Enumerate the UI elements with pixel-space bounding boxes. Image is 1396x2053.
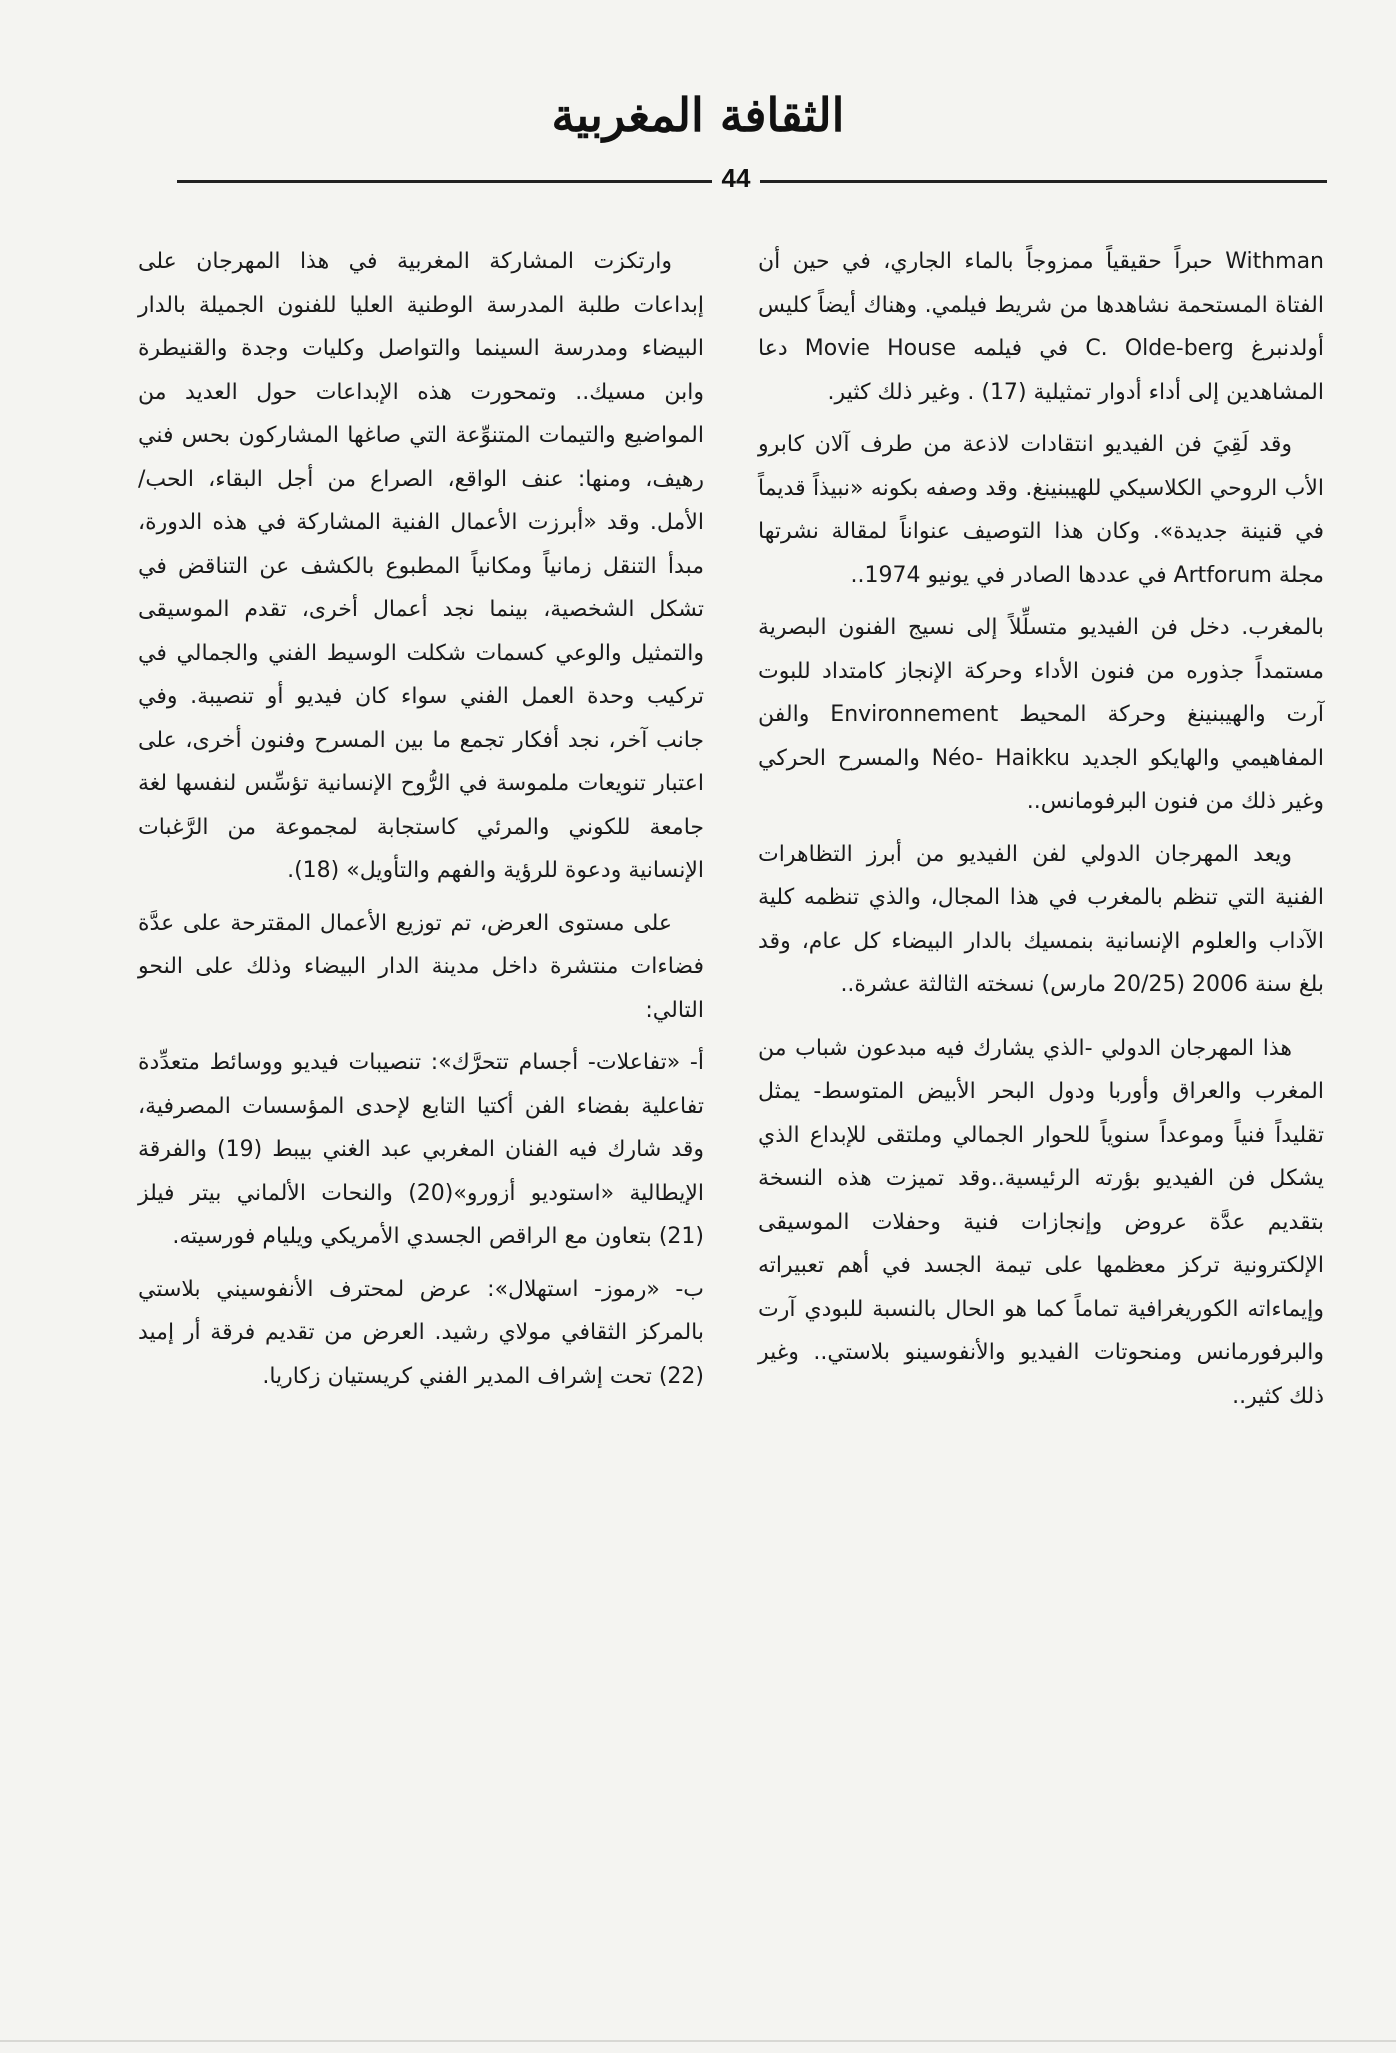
header-rule-left <box>177 180 712 183</box>
paragraph: هذا المهرجان الدولي -الذي يشارك فيه مبدعون شباب من المغرب والعراق وأوربا ودول البحر الأبيض المتوسط- يمثل تقليداً فنياً وموعداً سنوياً للحوار الجمالي وملتقى للإبداع الذي يشكل فن الفيديو بؤرته الرئيسية..وقد تميزت هذه النسخة بتقديم عدَّة عروض وإنجازات فنية وحفلات الموسيقى الإلكترونية تركز معظمها على تيمة الجسد في أهم تعبيراته وإيماءاته الكوريغرافية تماماً كما هو الحال بالنسبة للبودي آرت والبرفورمانس ومنحوتات الفيديو والأنفوسينو بلاستي.. وغير ذلك كثير.. <box>758 1035 1324 1409</box>
paragraph: ويعد المهرجان الدولي لفن الفيديو من أبرز التظاهرات الفنية التي تنظم بالمغرب في هذا المجال، والذي تنظمه كلية الآداب والعلوم الإنسانية بنمسيك بالدار البيضاء كل عام، وقد بلغ سنة 2006 (20/25 مارس) نسخته الثالثة عشرة.. <box>758 841 1324 997</box>
paragraph: ب- «رموز- استهلال»: عرض لمحترف الأنفوسيني بلاستي بالمركز الثقافي مولاي رشيد. العرض من تقديم فرقة أر إميد (22) تحت إشراف المدير الفني كريستيان زكاريا. <box>138 1276 704 1389</box>
left-text-column <box>138 240 704 1398</box>
paragraph: على مستوى العرض، تم توزيع الأعمال المقترحة على عدَّة فضاءات منتشرة داخل مدينة الدار البيضاء وذلك على النحو التالي: <box>138 910 704 1023</box>
paragraph: وارتكزت المشاركة المغربية في هذا المهرجان على إبداعات طلبة المدرسة الوطنية العليا للفنون الجميلة بالدار البيضاء ومدرسة السينما والتواصل وكليات وجدة والقنيطرة وابن مسيك.. وتمحورت هذه الإبداعات حول العديد من المواضيع والتيمات المتنوِّعة التي صاغها المشاركون بحس فني رهيف، ومنها: عنف الواقع، الصراع من أجل البقاء، الحب/ الأمل. وقد «أبرزت الأعمال الفنية المشاركة في هذه الدورة، مبدأ التنقل زمانياً ومكانياً المطبوع بالكشف عن التناقض في تشكل الشخصية، بينما نجد أعمال أخرى، تقدم الموسيقى والتمثيل والوعي كسمات شكلت الوسيط الفني والجمالي في تركيب وحدة العمل الفني سواء كان فيديو أو تنصيبة. وفي جانب آخر، نجد أفكار تجمع ما بين المسرح وفنون أخرى، على اعتبار تنويعات ملموسة في الرُّوح الإنسانية تؤسِّس لنفسها لغة جامعة للكوني والمرئي كاستجابة لمجموعة من الرَّغبات الإنسانية ودعوة للرؤية والفهم والتأويل» (18). <box>138 249 704 883</box>
right-text-column <box>758 240 1324 1418</box>
paragraph: بالمغرب. دخل فن الفيديو متسلِّلاً إلى نسيج الفنون البصرية مستمداً جذوره من فنون الأداء وحركة الإنجاز كامتداد للبوت آرت والهيبنينغ وحركة المحيط Environnement والفن المفاهيمي والهايكو الجديد Néo- Haikku والمسرح الحركي وغير ذلك من فنون البرفومانس.. <box>758 615 1324 814</box>
header-rule-right <box>760 180 1327 183</box>
page-number: 44 <box>721 163 751 193</box>
paragraph: وقد لَقِيَ فن الفيديو انتقادات لاذعة من طرف آلان كابرو الأب الروحي الكلاسيكي للهيبنينغ. وقد وصفه بكونه «نبيذاً قديماً في قنينة جديدة». وكان هذا التوصيف عنواناً لمقالة نشرتها مجلة Artforum في عددها الصادر في يونيو 1974.. <box>758 432 1324 588</box>
paragraph: أ- «تفاعلات- أجسام تتحرَّك»: تنصيبات فيديو ووسائط متعدِّدة تفاعلية بفضاء الفن أكتيا التابع لإحدى المؤسسات المصرفية، وقد شارك فيه الفنان المغربي عبد الغني بيبط (19) والفرقة الإيطالية «استوديو أزورو»(20) والنحات الألماني بيتر فيلز (21) بتعاون مع الراقص الجسدي الأمريكي ويليام فورسيته. <box>138 1050 704 1249</box>
journal-title: الثقافة المغربية <box>551 88 845 142</box>
page-bottom-edge <box>0 2040 1396 2042</box>
paragraph: Withman حبراً حقيقياً ممزوجاً بالماء الجاري، في حين أن الفتاة المستحمة نشاهدها من شريط فيلمي. وهناك أيضاً كليس أولدنبرغ C. Olde-berg في فيلمه Movie House دعا المشاهدين إلى أداء أدوار تمثيلية (17) . وغير ذلك كثير. <box>758 249 1325 405</box>
